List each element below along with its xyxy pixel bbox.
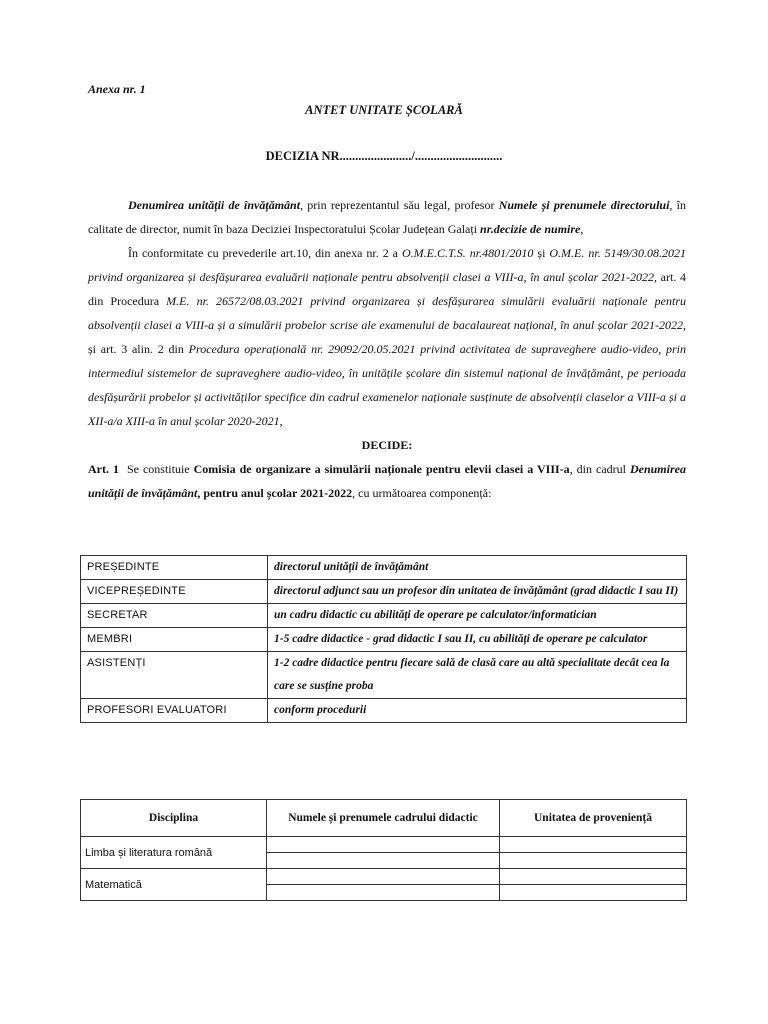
institution-name: Denumirea unității de învățământ [128, 198, 301, 212]
table-row [81, 837, 687, 853]
committee-role-description: 1-5 cadre didactice - grad didactic I sau II, cu abilități de operare pe calculator [268, 628, 687, 652]
origin-unit-cell [500, 837, 687, 853]
director-name: Numele și prenumele directorului [498, 198, 670, 212]
subject-cell: Limba și literatura română [81, 837, 267, 869]
table-row [81, 580, 687, 604]
teacher-name-cell [267, 869, 500, 885]
committee-role-description: conform procedurii [268, 699, 687, 723]
committee-role: VICEPREȘEDINTE [81, 580, 268, 604]
committee-role: ASISTENȚI [81, 652, 268, 699]
committee-table [80, 555, 687, 723]
intro-paragraph: Denumirea unității de învățământ, prin reprezentantul său legal, profesor Numele și prenumele directorului, în calitate de director, numit în baza Deciziei Inspectoratului Școlar Județean Galați nr.decizie de numire, [88, 198, 686, 236]
teacher-name-cell [267, 837, 500, 853]
header-origin-unit: Unitatea de proveniență [500, 800, 687, 837]
teachers-table-header [81, 800, 687, 837]
decision-number: DECIZIA NR......................./............................ [265, 149, 503, 163]
table-row [81, 652, 687, 699]
header-teacher-name: Numele și prenumele cadrului didactic [267, 800, 500, 837]
article-1-label: Art. 1 [88, 462, 119, 476]
committee-role-description: un cadru didactic cu abilități de operare pe calculator/informatician [268, 604, 687, 628]
header-discipline: Disciplina [81, 800, 267, 837]
table-row [81, 556, 687, 580]
appointment-decision: nr.decizie de numire [480, 222, 581, 236]
table-row [81, 604, 687, 628]
article-1: Art. 1 Se constituie Comisia de organizare a simulării naționale pentru elevii clasei a VIII-a, din cadrul Denumirea unității de învățământ, pentru anul școlar 2021-2022, cu următoarea componență: [88, 462, 686, 500]
teacher-name-cell [267, 885, 500, 901]
origin-unit-cell [500, 869, 687, 885]
origin-unit-cell [500, 885, 687, 901]
origin-unit-cell [500, 853, 687, 869]
legal-basis-paragraph: În conformitate cu prevederile art.10, din anexa nr. 2 a O.M.E.C.T.S. nr.4801/2010 și O.M.E. nr. 5149/30.08.2021 privind organizarea și desfășurarea evaluării naționale pentru absolvenții clasei a VIII-a, în anul școlar 2021-2022, art. 4 din Procedura M.E. nr. 26572/08.03.2021 privind organizarea și desfășurarea simulării evaluării naționale pentru absolvenții clasei a VIII-a și a simulării probelor scrise ale examenului de bacalaureat național, în anul școlar 2021-2022, și art. 3 alin. 2 din Procedura operațională nr. 29092/20.05.2021 privind activitatea de supraveghere audio-video, prin intermediul sistemelor de supraveghere audio-video, în unitățile școlare din sistemul național de învățământ, pe perioada desfășurării probelor și activităților specifice din cadrul examenelor naționale susținute de absolvenții claselor a VIII-a și a XII-a/a XIII-a în anul școlar 2020-2021, [88, 246, 687, 428]
committee-role: MEMBRI [81, 628, 268, 652]
committee-role-description: directorul adjunct sau un profesor din unitatea de învățământ (grad didactic I sau II) [268, 580, 687, 604]
table-row [81, 869, 687, 885]
teacher-name-cell [267, 853, 500, 869]
letterhead-placeholder: ANTET UNITATE ȘCOLARĂ [305, 103, 463, 117]
committee-role: SECRETAR [81, 604, 268, 628]
decide-heading: DECIDE: [361, 438, 413, 452]
committee-role: PREȘEDINTE [81, 556, 268, 580]
teachers-table [80, 799, 687, 901]
table-row [81, 699, 687, 723]
annex-label: Anexa nr. 1 [88, 82, 146, 96]
document-body [88, 193, 686, 505]
committee-role-description: 1-2 cadre didactice pentru fiecare sală de clasă care au altă specialitate decât cea la care se susține proba [268, 652, 687, 699]
table-row [81, 628, 687, 652]
committee-role: PROFESORI EVALUATORI [81, 699, 268, 723]
committee-role-description: directorul unității de învățământ [268, 556, 687, 580]
subject-cell: Matematică [81, 869, 267, 901]
